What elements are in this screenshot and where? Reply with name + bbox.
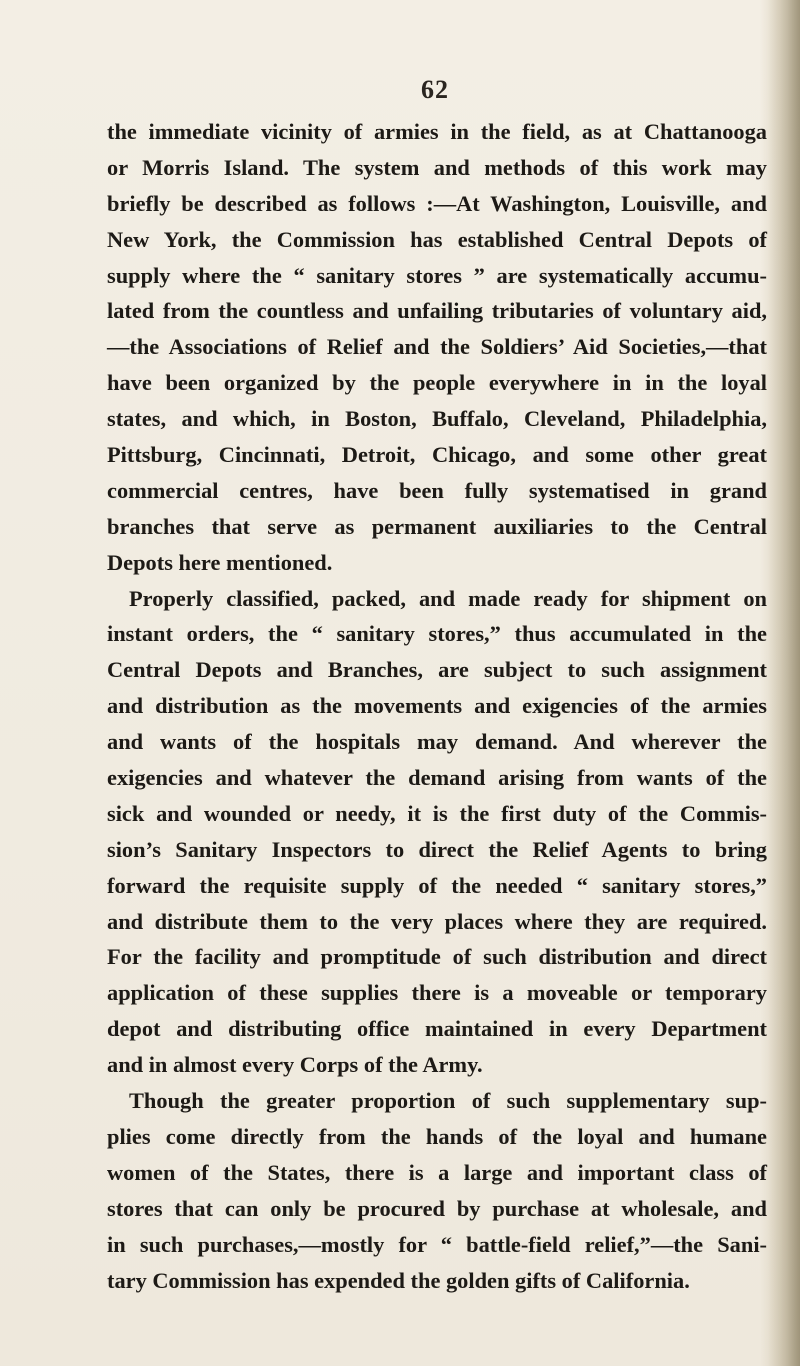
text-line: supply where the “ sanitary stores ” are systematically accumu- bbox=[107, 262, 767, 288]
text-line: lated from the countless and unfailing tributaries of voluntary aid, bbox=[107, 298, 767, 324]
paragraph-3 bbox=[107, 1083, 767, 1298]
text-line: tary Commission has expended the golden gifts of California. bbox=[107, 1267, 690, 1293]
text-line: and in almost every Corps of the Army. bbox=[107, 1052, 483, 1078]
page-number: 62 bbox=[421, 75, 449, 104]
paragraph-1 bbox=[107, 114, 767, 581]
text-line: Properly classified, packed, and made ready for shipment on bbox=[129, 585, 767, 611]
text-line: Though the greater proportion of such supplementary sup- bbox=[129, 1088, 767, 1114]
text-line: For the facility and promptitude of such distribution and direct bbox=[107, 944, 767, 970]
text-line: states, and which, in Boston, Buffalo, Cleveland, Philadelphia, bbox=[107, 406, 767, 432]
page-edge-shadow bbox=[768, 0, 800, 1366]
text-line: Pittsburg, Cincinnati, Detroit, Chicago, and some other great bbox=[107, 442, 767, 468]
text-line: and distribute them to the very places where they are required. bbox=[107, 908, 767, 934]
text-line: the immediate vicinity of armies in the field, as at Chattanooga bbox=[107, 119, 767, 144]
text-line: Depots here mentioned. bbox=[107, 549, 333, 575]
text-line: in such purchases,—mostly for “ battle-field relief,”—the Sani- bbox=[107, 1231, 767, 1257]
text-line: and wants of the hospitals may demand. And wherever the bbox=[107, 729, 767, 755]
text-line: women of the States, there is a large and important class of bbox=[107, 1159, 767, 1185]
body-text bbox=[107, 114, 767, 1298]
text-line: have been organized by the people everywhere in in the loyal bbox=[107, 370, 767, 396]
text-line: commercial centres, have been fully systematised in grand bbox=[107, 477, 767, 503]
text-line: application of these supplies there is a moveable or temporary bbox=[107, 980, 767, 1006]
paragraph-2 bbox=[107, 581, 767, 1083]
text-line: sick and wounded or needy, it is the first duty of the Commis- bbox=[107, 800, 767, 826]
text-line: briefly be described as follows :—At Washington, Louisville, and bbox=[107, 190, 767, 216]
text-line: stores that can only be procured by purchase at wholesale, and bbox=[107, 1195, 767, 1221]
text-line: depot and distributing office maintained in every Department bbox=[107, 1016, 767, 1042]
text-line: Central Depots and Branches, are subject to such assignment bbox=[107, 657, 767, 683]
text-line: New York, the Commission has established Central Depots of bbox=[107, 226, 767, 252]
text-line: sion’s Sanitary Inspectors to direct the Relief Agents to bring bbox=[107, 836, 767, 862]
text-line: instant orders, the “ sanitary stores,” thus accumulated in the bbox=[107, 621, 767, 647]
text-line: exigencies and whatever the demand arising from wants of the bbox=[107, 765, 767, 791]
text-line: forward the requisite supply of the needed “ sanitary stores,” bbox=[107, 872, 767, 898]
text-line: and distribution as the movements and exigencies of the armies bbox=[107, 693, 767, 719]
text-line: or Morris Island. The system and methods of this work may bbox=[107, 154, 767, 180]
text-line: branches that serve as permanent auxiliaries to the Central bbox=[107, 513, 767, 539]
text-line: —the Associations of Relief and the Soldiers’ Aid Societies,—that bbox=[107, 334, 767, 360]
text-line: plies come directly from the hands of the loyal and humane bbox=[107, 1123, 767, 1149]
